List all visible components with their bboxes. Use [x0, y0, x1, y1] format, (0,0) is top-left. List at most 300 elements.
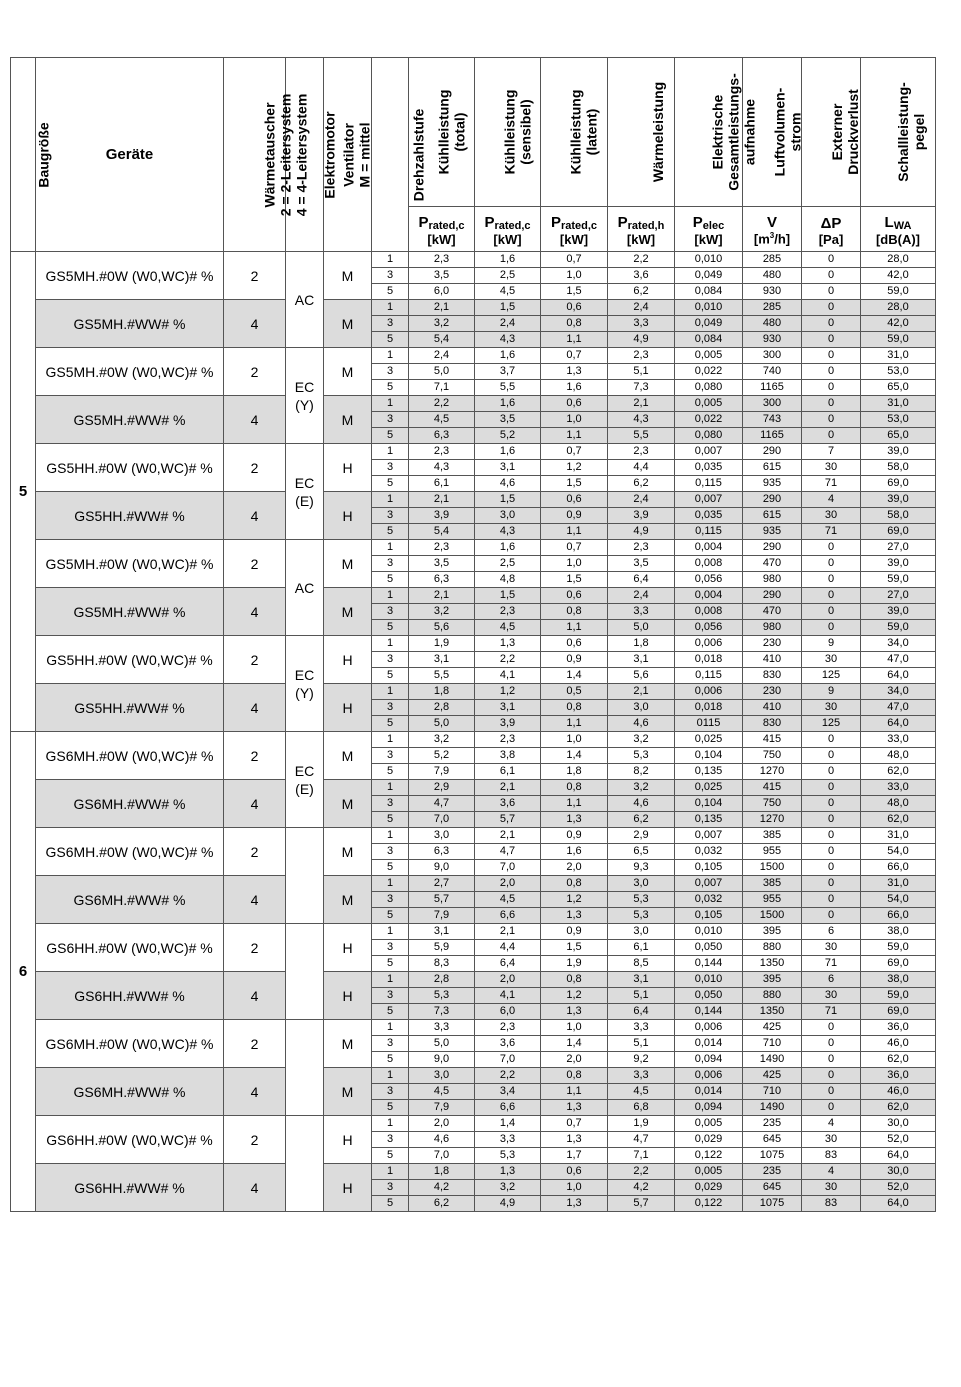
value-cell: 0,084 — [675, 332, 743, 348]
value-cell: 415 — [743, 732, 802, 748]
value-cell: 1165 — [743, 380, 802, 396]
value-cell: 5,2 — [475, 428, 541, 444]
value-cell: 1,9 — [608, 1116, 675, 1132]
value-cell: 4,2 — [409, 1180, 475, 1196]
value-cell: 1,3 — [475, 1164, 541, 1180]
value-cell: 125 — [802, 716, 861, 732]
value-cell: 6,4 — [608, 1004, 675, 1020]
value-cell: 3 — [372, 796, 409, 812]
value-cell: 1 — [372, 540, 409, 556]
value-cell: 1,3 — [541, 1100, 608, 1116]
value-cell: 1 — [372, 828, 409, 844]
value-cell: 0,104 — [675, 748, 743, 764]
value-cell: 5 — [372, 1004, 409, 1020]
value-cell: 425 — [743, 1020, 802, 1036]
spec-table-body — [11, 252, 936, 1212]
value-cell: 415 — [743, 780, 802, 796]
value-cell: 3,2 — [409, 316, 475, 332]
value-cell: 5 — [372, 1196, 409, 1212]
value-cell: 5,7 — [409, 892, 475, 908]
value-cell: 0,008 — [675, 556, 743, 572]
value-cell: 230 — [743, 636, 802, 652]
table-row — [11, 444, 936, 460]
value-cell: 6,8 — [608, 1100, 675, 1116]
value-cell: 7,3 — [608, 380, 675, 396]
value-cell: 1,5 — [475, 492, 541, 508]
value-cell: 3,1 — [475, 460, 541, 476]
value-cell: 3,5 — [409, 268, 475, 284]
value-cell: 1,2 — [475, 684, 541, 700]
value-cell: 5,6 — [608, 668, 675, 684]
table-row — [11, 1116, 936, 1132]
waermetauscher-cell: 4 — [224, 588, 286, 636]
value-cell: 3,3 — [608, 1068, 675, 1084]
value-cell: 69,0 — [861, 1004, 936, 1020]
value-cell: 0,007 — [675, 444, 743, 460]
waermetauscher-cell: 4 — [224, 972, 286, 1020]
value-cell: 5 — [372, 524, 409, 540]
value-cell: 0,122 — [675, 1148, 743, 1164]
value-cell: 3,9 — [608, 508, 675, 524]
value-cell: 410 — [743, 700, 802, 716]
value-cell: 2,0 — [541, 860, 608, 876]
waermetauscher-cell: 2 — [224, 924, 286, 972]
value-cell: 1,3 — [541, 812, 608, 828]
value-cell: 5 — [372, 476, 409, 492]
value-cell: 1,1 — [541, 428, 608, 444]
header-baugroesse: Baugröße — [11, 58, 36, 252]
device-name: GS5MH.#WW# % — [36, 588, 224, 636]
value-cell: 71 — [802, 1004, 861, 1020]
value-cell: 46,0 — [861, 1036, 936, 1052]
value-cell: 0 — [802, 604, 861, 620]
value-cell: 3,6 — [475, 796, 541, 812]
value-cell: 1 — [372, 444, 409, 460]
value-cell: 3 — [372, 988, 409, 1004]
value-cell: 980 — [743, 572, 802, 588]
value-cell: 9,0 — [409, 860, 475, 876]
waermetauscher-cell: 2 — [224, 444, 286, 492]
value-cell: 34,0 — [861, 636, 936, 652]
value-cell: 59,0 — [861, 284, 936, 300]
value-cell: 0,022 — [675, 364, 743, 380]
value-cell: 1,8 — [608, 636, 675, 652]
value-cell: 58,0 — [861, 460, 936, 476]
value-cell: 0,6 — [541, 588, 608, 604]
value-cell: 3,4 — [475, 1084, 541, 1100]
value-cell: 710 — [743, 1036, 802, 1052]
symbol-prated-h: $P_{rated,h}$ [kW] — [608, 207, 675, 252]
ventilator-cell: M — [324, 540, 372, 588]
header-kuehl-latent: Kühlleistung (latent) — [541, 58, 608, 207]
device-name: GS6MH.#0W (W0,WC)# % — [36, 828, 224, 876]
value-cell: 0,007 — [675, 876, 743, 892]
value-cell: 64,0 — [861, 716, 936, 732]
value-cell: 1,4 — [541, 668, 608, 684]
value-cell: 1 — [372, 1020, 409, 1036]
value-cell: 59,0 — [861, 332, 936, 348]
value-cell: 410 — [743, 652, 802, 668]
value-cell: 30 — [802, 1180, 861, 1196]
value-cell: 1165 — [743, 428, 802, 444]
device-name: GS5HH.#0W (W0,WC)# % — [36, 444, 224, 492]
value-cell: 2,4 — [475, 316, 541, 332]
value-cell: 2,8 — [409, 700, 475, 716]
value-cell: 0,080 — [675, 380, 743, 396]
value-cell: 0,6 — [541, 636, 608, 652]
value-cell: 3,0 — [409, 828, 475, 844]
value-cell: 0,008 — [675, 604, 743, 620]
value-cell: 48,0 — [861, 748, 936, 764]
value-cell: 9 — [802, 684, 861, 700]
table-row — [11, 1068, 936, 1084]
value-cell: 0,005 — [675, 396, 743, 412]
value-cell: 0,050 — [675, 940, 743, 956]
value-cell: 1 — [372, 924, 409, 940]
ventilator-cell: H — [324, 492, 372, 540]
value-cell: 1,2 — [541, 892, 608, 908]
value-cell: 4,5 — [409, 1084, 475, 1100]
value-cell: 5 — [372, 716, 409, 732]
value-cell: 4,3 — [608, 412, 675, 428]
value-cell: 300 — [743, 396, 802, 412]
value-cell: 0,014 — [675, 1084, 743, 1100]
value-cell: 0,010 — [675, 924, 743, 940]
value-cell: 5,9 — [409, 940, 475, 956]
header-geraete: Geräte — [36, 58, 224, 252]
value-cell: 4,5 — [409, 412, 475, 428]
value-cell: 0,8 — [541, 1068, 608, 1084]
value-cell: 0,144 — [675, 956, 743, 972]
ventilator-cell: H — [324, 972, 372, 1020]
value-cell: 3 — [372, 652, 409, 668]
value-cell: 4,9 — [475, 1196, 541, 1212]
table-row — [11, 1164, 936, 1180]
value-cell: 9,0 — [409, 1052, 475, 1068]
value-cell: 3,2 — [409, 604, 475, 620]
value-cell: 980 — [743, 620, 802, 636]
table-row — [11, 348, 936, 364]
value-cell: 0 — [802, 1036, 861, 1052]
value-cell: 0 — [802, 780, 861, 796]
value-cell: 1,5 — [541, 572, 608, 588]
value-cell: 65,0 — [861, 380, 936, 396]
value-cell: 66,0 — [861, 908, 936, 924]
value-cell: 0,7 — [541, 540, 608, 556]
value-cell: 0,049 — [675, 268, 743, 284]
value-cell: 3 — [372, 412, 409, 428]
value-cell: 5,1 — [608, 988, 675, 1004]
value-cell: 2,3 — [475, 604, 541, 620]
value-cell: 3,9 — [409, 508, 475, 524]
value-cell: 4,2 — [608, 1180, 675, 1196]
value-cell: 1270 — [743, 764, 802, 780]
value-cell: 2,3 — [608, 348, 675, 364]
value-cell: 7,1 — [409, 380, 475, 396]
value-cell: 1 — [372, 588, 409, 604]
value-cell: 2,0 — [541, 1052, 608, 1068]
motor-cell — [286, 1116, 324, 1212]
value-cell: 5,3 — [409, 988, 475, 1004]
value-cell: 4,4 — [475, 940, 541, 956]
value-cell: 7,0 — [409, 1148, 475, 1164]
value-cell: 6,3 — [409, 428, 475, 444]
value-cell: 2,2 — [608, 1164, 675, 1180]
value-cell: 2,2 — [475, 652, 541, 668]
value-cell: 1,8 — [409, 684, 475, 700]
value-cell: 0,9 — [541, 924, 608, 940]
value-cell: 6 — [802, 972, 861, 988]
value-cell: 0,105 — [675, 860, 743, 876]
value-cell: 0,006 — [675, 1068, 743, 1084]
value-cell: 71 — [802, 476, 861, 492]
value-cell: 0,032 — [675, 892, 743, 908]
value-cell: 1,1 — [541, 1084, 608, 1100]
value-cell: 1,8 — [409, 1164, 475, 1180]
value-cell: 7,0 — [475, 1052, 541, 1068]
value-cell: 34,0 — [861, 684, 936, 700]
value-cell: 1 — [372, 1164, 409, 1180]
value-cell: 3,0 — [608, 876, 675, 892]
device-name: GS5MH.#WW# % — [36, 300, 224, 348]
value-cell: 0,005 — [675, 348, 743, 364]
value-cell: 3,0 — [608, 924, 675, 940]
spec-table — [10, 57, 936, 1212]
value-cell: 0 — [802, 748, 861, 764]
value-cell: 935 — [743, 524, 802, 540]
value-cell: 4,7 — [608, 1132, 675, 1148]
value-cell: 235 — [743, 1164, 802, 1180]
value-cell: 0,032 — [675, 844, 743, 860]
value-cell: 1,6 — [541, 380, 608, 396]
device-name: GS6MH.#0W (W0,WC)# % — [36, 1020, 224, 1068]
value-cell: 2,2 — [409, 396, 475, 412]
value-cell: 0,9 — [541, 828, 608, 844]
value-cell: 710 — [743, 1084, 802, 1100]
value-cell: 5 — [372, 668, 409, 684]
motor-cell — [286, 924, 324, 1020]
value-cell: 2,3 — [608, 540, 675, 556]
value-cell: 39,0 — [861, 444, 936, 460]
value-cell: 0,104 — [675, 796, 743, 812]
value-cell: 230 — [743, 684, 802, 700]
value-cell: 0,6 — [541, 396, 608, 412]
value-cell: 3,0 — [608, 700, 675, 716]
value-cell: 3,6 — [475, 1036, 541, 1052]
value-cell: 0,025 — [675, 780, 743, 796]
value-cell: 0,029 — [675, 1180, 743, 1196]
table-row — [11, 588, 936, 604]
ventilator-cell: M — [324, 588, 372, 636]
value-cell: 5,3 — [475, 1148, 541, 1164]
value-cell: 0 — [802, 620, 861, 636]
value-cell: 0,6 — [541, 1164, 608, 1180]
motor-cell: AC — [286, 252, 324, 348]
value-cell: 31,0 — [861, 348, 936, 364]
value-cell: 3,2 — [475, 1180, 541, 1196]
value-cell: 0,006 — [675, 684, 743, 700]
value-cell: 880 — [743, 988, 802, 1004]
value-cell: 5 — [372, 764, 409, 780]
value-cell: 2,3 — [409, 252, 475, 268]
value-cell: 1 — [372, 876, 409, 892]
value-cell: 52,0 — [861, 1132, 936, 1148]
value-cell: 5,7 — [608, 1196, 675, 1212]
value-cell: 9,2 — [608, 1052, 675, 1068]
value-cell: 1,6 — [475, 444, 541, 460]
value-cell: 0,050 — [675, 988, 743, 1004]
device-name: GS6MH.#0W (W0,WC)# % — [36, 732, 224, 780]
value-cell: 2,0 — [409, 1116, 475, 1132]
value-cell: 0,8 — [541, 876, 608, 892]
value-cell: 1 — [372, 732, 409, 748]
value-cell: 0,9 — [541, 508, 608, 524]
value-cell: 2,3 — [475, 1020, 541, 1036]
value-cell: 0,8 — [541, 700, 608, 716]
header-drehzahlstufe: Drehzahlstufe — [372, 58, 409, 252]
value-cell: 2,4 — [409, 348, 475, 364]
value-cell: 27,0 — [861, 540, 936, 556]
value-cell: 0,7 — [541, 444, 608, 460]
value-cell: 7,0 — [409, 812, 475, 828]
value-cell: 2,1 — [409, 588, 475, 604]
value-cell: 1,4 — [475, 1116, 541, 1132]
value-cell: 1 — [372, 348, 409, 364]
value-cell: 615 — [743, 460, 802, 476]
value-cell: 31,0 — [861, 396, 936, 412]
value-cell: 42,0 — [861, 268, 936, 284]
value-cell: 645 — [743, 1180, 802, 1196]
value-cell: 30 — [802, 940, 861, 956]
value-cell: 1,3 — [541, 1196, 608, 1212]
value-cell: 1075 — [743, 1148, 802, 1164]
value-cell: 1 — [372, 252, 409, 268]
value-cell: 3 — [372, 1036, 409, 1052]
value-cell: 1,1 — [541, 524, 608, 540]
value-cell: 69,0 — [861, 956, 936, 972]
ventilator-cell: M — [324, 732, 372, 780]
value-cell: 0,6 — [541, 300, 608, 316]
value-cell: 38,0 — [861, 972, 936, 988]
value-cell: 7,9 — [409, 764, 475, 780]
value-cell: 3 — [372, 700, 409, 716]
value-cell: 65,0 — [861, 428, 936, 444]
value-cell: 1,2 — [541, 460, 608, 476]
value-cell: 0,144 — [675, 1004, 743, 1020]
value-cell: 1500 — [743, 908, 802, 924]
value-cell: 54,0 — [861, 844, 936, 860]
value-cell: 5 — [372, 332, 409, 348]
value-cell: 425 — [743, 1068, 802, 1084]
value-cell: 3 — [372, 268, 409, 284]
value-cell: 4 — [802, 492, 861, 508]
value-cell: 0,005 — [675, 1116, 743, 1132]
value-cell: 1 — [372, 972, 409, 988]
value-cell: 3,3 — [409, 1020, 475, 1036]
value-cell: 5,2 — [409, 748, 475, 764]
motor-cell: EC (Y) — [286, 348, 324, 444]
value-cell: 30 — [802, 652, 861, 668]
value-cell: 0 — [802, 1084, 861, 1100]
ventilator-cell: M — [324, 780, 372, 828]
value-cell: 30 — [802, 508, 861, 524]
value-cell: 300 — [743, 348, 802, 364]
value-cell: 83 — [802, 1196, 861, 1212]
value-cell: 28,0 — [861, 300, 936, 316]
value-cell: 0,014 — [675, 1036, 743, 1052]
size-cell: 5 — [11, 252, 36, 732]
value-cell: 71 — [802, 956, 861, 972]
value-cell: 3 — [372, 1084, 409, 1100]
value-cell: 6,4 — [608, 572, 675, 588]
symbol-pelec: $P_{elec}$ [kW] — [675, 207, 743, 252]
value-cell: 7,9 — [409, 908, 475, 924]
value-cell: 5,4 — [409, 332, 475, 348]
value-cell: 30 — [802, 700, 861, 716]
value-cell: 6,5 — [608, 844, 675, 860]
value-cell: 62,0 — [861, 1100, 936, 1116]
value-cell: 2,4 — [608, 492, 675, 508]
value-cell: 6,2 — [608, 812, 675, 828]
value-cell: 4,3 — [475, 332, 541, 348]
waermetauscher-cell: 2 — [224, 732, 286, 780]
value-cell: 3 — [372, 604, 409, 620]
value-cell: 1 — [372, 1068, 409, 1084]
value-cell: 0,9 — [541, 652, 608, 668]
value-cell: 0,084 — [675, 284, 743, 300]
device-name: GS6MH.#WW# % — [36, 1068, 224, 1116]
header-schallleistungspegel: Schallleistung- pegel — [861, 58, 936, 207]
header-luftvolumenstrom: Luftvolumen- strom — [743, 58, 802, 207]
value-cell: 0115 — [675, 716, 743, 732]
value-cell: 1,0 — [541, 732, 608, 748]
value-cell: 0 — [802, 316, 861, 332]
value-cell: 0 — [802, 348, 861, 364]
value-cell: 47,0 — [861, 652, 936, 668]
value-cell: 6,3 — [409, 844, 475, 860]
value-cell: 1,0 — [541, 412, 608, 428]
value-cell: 1,6 — [475, 396, 541, 412]
value-cell: 0,018 — [675, 652, 743, 668]
value-cell: 4,5 — [475, 284, 541, 300]
value-cell: 54,0 — [861, 892, 936, 908]
value-cell: 58,0 — [861, 508, 936, 524]
value-cell: 0 — [802, 732, 861, 748]
value-cell: 3,8 — [475, 748, 541, 764]
device-name: GS5MH.#WW# % — [36, 396, 224, 444]
value-cell: 52,0 — [861, 1180, 936, 1196]
value-cell: 5,1 — [608, 1036, 675, 1052]
value-cell: 0 — [802, 588, 861, 604]
value-cell: 743 — [743, 412, 802, 428]
value-cell: 30,0 — [861, 1116, 936, 1132]
value-cell: 4,1 — [475, 668, 541, 684]
value-cell: 3 — [372, 556, 409, 572]
value-cell: 0,018 — [675, 700, 743, 716]
value-cell: 7 — [802, 444, 861, 460]
motor-cell: AC — [286, 540, 324, 636]
value-cell: 30,0 — [861, 1164, 936, 1180]
value-cell: 2,3 — [608, 444, 675, 460]
table-row — [11, 684, 936, 700]
value-cell: 2,4 — [608, 300, 675, 316]
value-cell: 0 — [802, 252, 861, 268]
value-cell: 3 — [372, 1132, 409, 1148]
value-cell: 6,0 — [409, 284, 475, 300]
value-cell: 3,3 — [608, 1020, 675, 1036]
value-cell: 0 — [802, 540, 861, 556]
value-cell: 0 — [802, 828, 861, 844]
